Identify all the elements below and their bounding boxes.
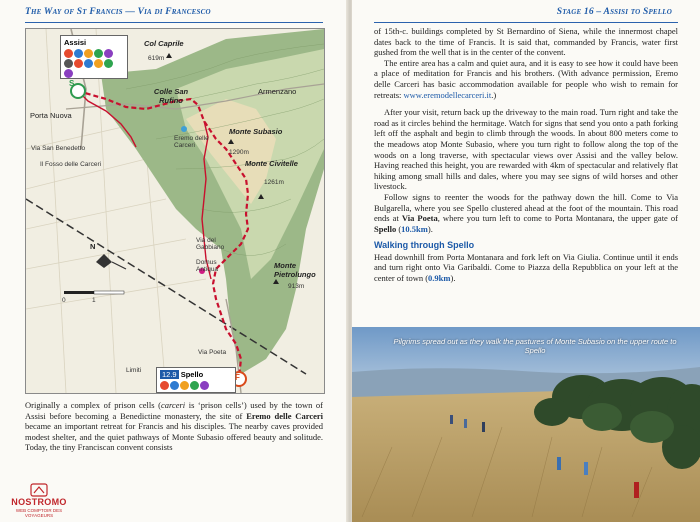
subhead-walking-spello: Walking through Spello xyxy=(374,240,475,251)
header-rule-left xyxy=(25,22,323,23)
paragraph-descent xyxy=(374,192,678,234)
label-fosso: Il Fosso delle Carceri xyxy=(40,161,102,168)
church-icon xyxy=(200,381,209,390)
pharmacy-icon xyxy=(190,381,199,390)
bus-icon xyxy=(64,59,73,68)
distance-0-9km: 0.9km xyxy=(428,273,451,284)
label-via-poeta: Via Poeta xyxy=(198,349,227,356)
spello-bold: Spello xyxy=(374,223,397,234)
label-monte-subasio-elev: 1290m xyxy=(229,149,249,156)
label-domus-antiqua: Domus Antiqua xyxy=(196,259,219,273)
info-icon xyxy=(74,49,83,58)
eremo-website-link[interactable]: www.eremodellecarceri.it xyxy=(403,89,492,100)
para1-bold: Eremo delle Carceri xyxy=(246,410,323,421)
left-body-text xyxy=(25,400,323,453)
running-head-left: The Way of St Francis — Via di Francesco xyxy=(25,7,211,17)
para5-end: ). xyxy=(450,273,456,284)
start-amenity-icons xyxy=(64,49,122,78)
food-icon xyxy=(180,381,189,390)
north-arrow-icon: N xyxy=(90,242,96,251)
para4-paren-close: ). xyxy=(427,223,433,234)
para1-part2: is ‘prison cells’) used by the town of Assisi before becoming a Benedictine monastery, the site of xyxy=(25,400,323,421)
info-icon xyxy=(170,381,179,390)
pharmacy-icon xyxy=(94,49,103,58)
food-icon xyxy=(84,49,93,58)
para2-end: .) xyxy=(491,89,497,100)
label-monte-civitelle-elev: 1261m xyxy=(264,179,284,186)
end-legend-box xyxy=(156,367,236,393)
hospital-icon xyxy=(74,59,83,68)
label-via-san-benedetto: Via San Benedetto xyxy=(31,145,86,152)
para2-text: The entire area has a calm and quiet aura, and it is easy to see how it could have been a place of meditation for Francis and his brothers. (With advance permission, Eremo delle Carceri has basic accommodation available for people who wish to remain for retreats: xyxy=(374,57,678,100)
end-amenity-icons xyxy=(160,381,230,390)
paragraph-aura xyxy=(374,58,678,100)
para1-part1: Originally a complex of prison cells ( xyxy=(25,400,161,410)
right-body-text xyxy=(374,26,678,284)
label-via-del-gabbiano: Via del Gabbiano xyxy=(196,237,225,251)
start-marker: S xyxy=(69,79,75,88)
lodging-icon xyxy=(64,49,73,58)
left-page xyxy=(0,0,348,522)
label-colle-san-rufino: Colle San Rufino xyxy=(153,87,189,105)
watermark-sub: WEB COMPTOIR DES VOYAGEURS xyxy=(15,508,63,518)
pilgrims-photo xyxy=(352,327,700,522)
header-rule-right xyxy=(374,22,678,23)
paragraph-spello xyxy=(374,252,678,284)
para5-text: Head downhill from Porta Montanara and fork left on Via Giulia. Continue until it ends and turn right onto Via Garibaldi. Come to Piazza della Repubblica on your left at the center of town ( xyxy=(374,251,678,284)
label-eremo: Eremo delle Carceri xyxy=(174,135,209,149)
label-monte-subasio: Monte Subasio xyxy=(229,127,283,136)
atm-icon xyxy=(104,59,113,68)
para1-italic: carceri xyxy=(160,400,186,410)
label-limiti: Limiti xyxy=(126,367,142,374)
distance-10-5km: 10.5km xyxy=(401,223,428,234)
scale-zero: 0 xyxy=(62,297,66,304)
finish-marker: F xyxy=(235,373,240,382)
photo-graphic xyxy=(352,327,700,522)
church-icon xyxy=(104,49,113,58)
scale-one: 1 xyxy=(92,297,96,304)
para4-part2: , where you turn left to come to Porta Montanara, the upper gate of xyxy=(437,213,678,224)
via-poeta-bold: Via Poeta xyxy=(401,213,438,224)
end-town-name: Spello xyxy=(180,370,204,379)
label-col-caprile-elev: 619m xyxy=(148,55,165,62)
para4-part1: Follow signs to reenter the woods for the pathway down the hill. Come to Via Bulgarella, where you see Spello clustered ahead at the foot of the mountain. This road ends at xyxy=(374,191,678,224)
para4-paren-open: ( xyxy=(396,223,402,234)
paragraph-carceri xyxy=(25,400,323,453)
label-col-caprile: Col Caprile xyxy=(144,39,184,48)
train-icon xyxy=(84,59,93,68)
route-map xyxy=(25,28,325,394)
shop-icon xyxy=(94,59,103,68)
para1-part3: became an important retreat for Francis and his disciples. The nearby caves provided modest shelter, and the quiet pathways of Monte Subasio offered beauty and solitude. Today, the tiny Franciscan convent consists xyxy=(25,421,323,453)
watermark-name: NOSTROMO xyxy=(11,497,67,507)
paragraph-directions: After your visit, return back up the driveway to the main road. Turn right and take the road as it circles behind the hermitage. Watch for signs that send you onto a path forking left off the asphalt and begin to climb through the woods. In about 800 meters come to the meadows atop Monte Subasio, where you turn right to follow along the top of the woods on a long traverse, with spectacular views over Assisi and the valley below. Having reached this height, you are rewarded with 4km of spectacular and relatively flat hiking among small hills and dales, where you may see signs of wild horses and other livestock. xyxy=(374,107,678,192)
nostromo-watermark xyxy=(3,483,75,517)
running-head-right: Stage 16 – Assisi to Spello xyxy=(556,7,672,17)
label-monte-pietrolungo: Monte Pietrolungo xyxy=(274,261,316,279)
label-armenzano: Armenzano xyxy=(258,87,297,96)
stage-distance: 12.9 xyxy=(162,370,177,379)
label-monte-civitelle: Monte Civitelle xyxy=(245,159,298,168)
lodging-icon xyxy=(160,381,169,390)
start-town-name: Assisi xyxy=(64,38,87,47)
right-page xyxy=(352,0,700,522)
label-porta-nuova: Porta Nuova xyxy=(30,111,72,120)
paragraph-buildings: of 15th-c. buildings completed by St Bernardino of Siena, while the innermost chapel dates back to the time of Francis. It is said that, commanded by Francis, water first gushed from the well that is in the center of the convent. xyxy=(374,26,678,58)
photo-caption: Pilgrims spread out as they walk the pastures of Monte Subasio on the upper route to Spello xyxy=(393,337,677,355)
start-legend-box xyxy=(60,35,128,79)
post-icon xyxy=(64,69,73,78)
label-monte-pietrolungo-elev: 913m xyxy=(288,283,305,290)
